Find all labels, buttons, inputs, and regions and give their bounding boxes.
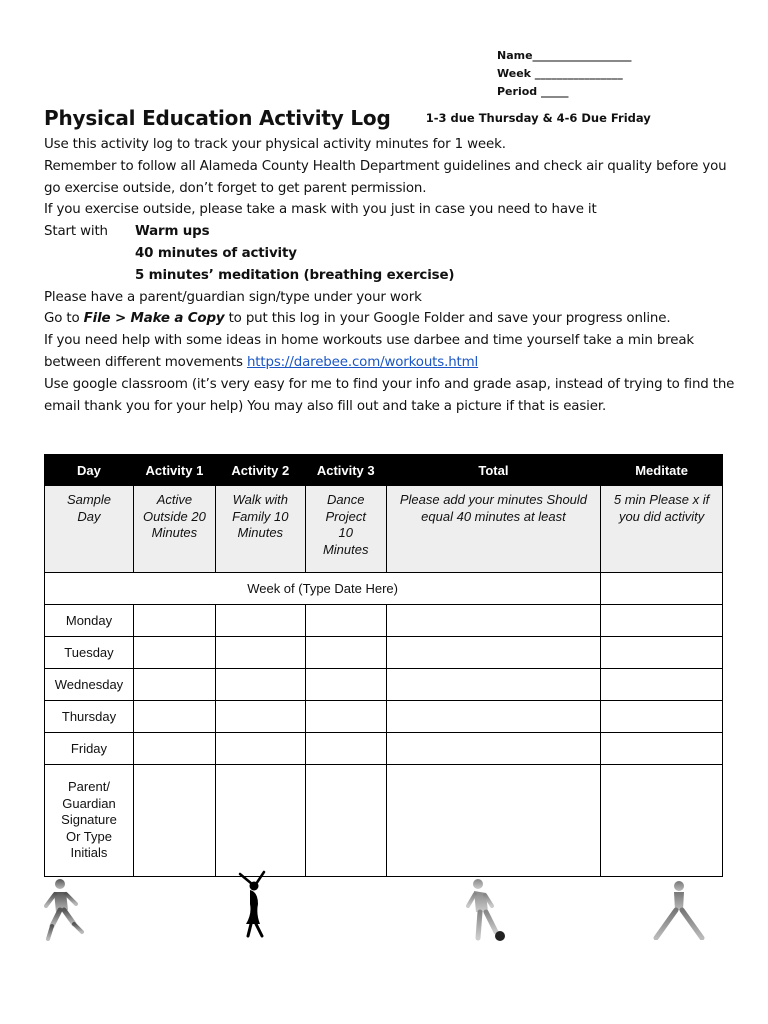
- goto-prefix: Go to: [44, 311, 84, 327]
- header-activity-1: Activity 1: [133, 455, 215, 486]
- student-info-fields: [497, 47, 632, 101]
- instructions: [44, 134, 744, 417]
- name-field[interactable]: Name__________________: [497, 49, 632, 62]
- table-row: [45, 637, 723, 669]
- title-row: [44, 106, 651, 130]
- start-with-block: [44, 221, 744, 286]
- week-of-meditate-cell[interactable]: [601, 573, 723, 605]
- signature-cell-4[interactable]: [386, 765, 600, 877]
- monday-meditate-cell[interactable]: [601, 605, 723, 637]
- activity-log-table: [44, 454, 723, 877]
- day-label-tuesday: Tuesday: [45, 637, 134, 669]
- page-title: Physical Education Activity Log: [44, 106, 391, 130]
- friday-total-cell[interactable]: [386, 733, 600, 765]
- soccer-ball-icon: [495, 931, 505, 941]
- file-make-copy-command: File > Make a Copy: [83, 311, 225, 327]
- sample-row: [45, 486, 723, 573]
- week-of-row: [45, 573, 723, 605]
- start-with-list: [135, 221, 454, 286]
- header-activity-3: Activity 3: [305, 455, 386, 486]
- monday-activity-3-cell[interactable]: [305, 605, 386, 637]
- wednesday-activity-3-cell[interactable]: [305, 669, 386, 701]
- day-label-monday: Monday: [45, 605, 134, 637]
- thursday-meditate-cell[interactable]: [601, 701, 723, 733]
- start-with-label: Start with: [44, 224, 108, 240]
- signature-cell-1[interactable]: [133, 765, 215, 877]
- signature-cell-5[interactable]: [601, 765, 723, 877]
- thursday-activity-3-cell[interactable]: [305, 701, 386, 733]
- start-item-warmups: Warm ups: [135, 224, 210, 240]
- wednesday-total-cell[interactable]: [386, 669, 600, 701]
- table-row: [45, 701, 723, 733]
- workout-help-text: If you need help with some ideas in home workouts use darbee and time yourself take a min break between different movements: [44, 333, 694, 370]
- tuesday-activity-3-cell[interactable]: [305, 637, 386, 669]
- friday-activity-1-cell[interactable]: [133, 733, 215, 765]
- goto-suffix: to put this log in your Google Folder and save your progress online.: [224, 311, 671, 327]
- tuesday-total-cell[interactable]: [386, 637, 600, 669]
- week-field[interactable]: Week ________________: [497, 67, 623, 80]
- header-day: Day: [45, 455, 134, 486]
- header-activity-2: Activity 2: [215, 455, 305, 486]
- darebee-link[interactable]: https://darebee.com/workouts.html: [246, 354, 479, 370]
- intro-line-6: [44, 330, 744, 374]
- thursday-activity-1-cell[interactable]: [133, 701, 215, 733]
- header-total: Total: [386, 455, 600, 486]
- table-row: [45, 605, 723, 637]
- day-label-friday: Friday: [45, 733, 134, 765]
- day-label-wednesday: Wednesday: [45, 669, 134, 701]
- signature-label: Parent/ Guardian Signature Or Type Initials: [45, 765, 134, 877]
- wednesday-activity-2-cell[interactable]: [215, 669, 305, 701]
- intro-line-7: Use google classroom (it’s very easy for me to find your info and grade asap, instead of trying to find the email thank you for your help) You may also fill out and take a picture if that is easier.: [44, 376, 735, 414]
- thursday-total-cell[interactable]: [386, 701, 600, 733]
- friday-activity-2-cell[interactable]: [215, 733, 305, 765]
- thursday-activity-2-cell[interactable]: [215, 701, 305, 733]
- friday-meditate-cell[interactable]: [601, 733, 723, 765]
- signature-cell-2[interactable]: [215, 765, 305, 877]
- runner-silhouette-icon: [38, 876, 88, 942]
- sample-activity-3: Dance Project 10 Minutes: [305, 486, 386, 573]
- sample-day: Sample Day: [45, 486, 134, 573]
- signature-cell-3[interactable]: [305, 765, 386, 877]
- day-label-thursday: Thursday: [45, 701, 134, 733]
- dancer-silhouette-icon: [232, 870, 274, 938]
- start-item-meditation: 5 minutes’ meditation (breathing exercise): [135, 267, 455, 283]
- wednesday-meditate-cell[interactable]: [601, 669, 723, 701]
- due-note: 1-3 due Thursday & 4-6 Due Friday: [425, 111, 651, 125]
- intro-line-2: Remember to follow all Alameda County Health Department guidelines and check air quality before you go exercise outside, don’t forget to get parent permission.: [44, 158, 727, 196]
- monday-activity-2-cell[interactable]: [215, 605, 305, 637]
- wednesday-activity-1-cell[interactable]: [133, 669, 215, 701]
- intro-line-3: If you exercise outside, please take a mask with you just in case you need to have it: [44, 202, 597, 218]
- monday-activity-1-cell[interactable]: [133, 605, 215, 637]
- period-field[interactable]: Period _____: [497, 85, 569, 98]
- table-header-row: [45, 455, 723, 486]
- tuesday-meditate-cell[interactable]: [601, 637, 723, 669]
- week-of-cell[interactable]: Week of (Type Date Here): [45, 573, 601, 605]
- sample-meditate: 5 min Please x if you did activity: [601, 486, 723, 573]
- friday-activity-3-cell[interactable]: [305, 733, 386, 765]
- yoga-pose-silhouette-icon: [646, 878, 712, 940]
- monday-total-cell[interactable]: [386, 605, 600, 637]
- sample-activity-1: Active Outside 20 Minutes: [133, 486, 215, 573]
- intro-line-1: Use this activity log to track your physical activity minutes for 1 week.: [44, 137, 506, 152]
- goto-line: [44, 308, 744, 330]
- start-item-activity: 40 minutes of activity: [135, 245, 297, 261]
- table-row: [45, 669, 723, 701]
- header-meditate: Meditate: [601, 455, 723, 486]
- tuesday-activity-2-cell[interactable]: [215, 637, 305, 669]
- intro-line-4: Please have a parent/guardian sign/type under your work: [44, 289, 422, 305]
- sample-total: Please add your minutes Should equal 40 minutes at least: [386, 486, 600, 573]
- signature-row: [45, 765, 723, 877]
- soccer-player-silhouette-icon: [462, 876, 510, 942]
- table-row: [45, 733, 723, 765]
- tuesday-activity-1-cell[interactable]: [133, 637, 215, 669]
- sample-activity-2: Walk with Family 10 Minutes: [215, 486, 305, 573]
